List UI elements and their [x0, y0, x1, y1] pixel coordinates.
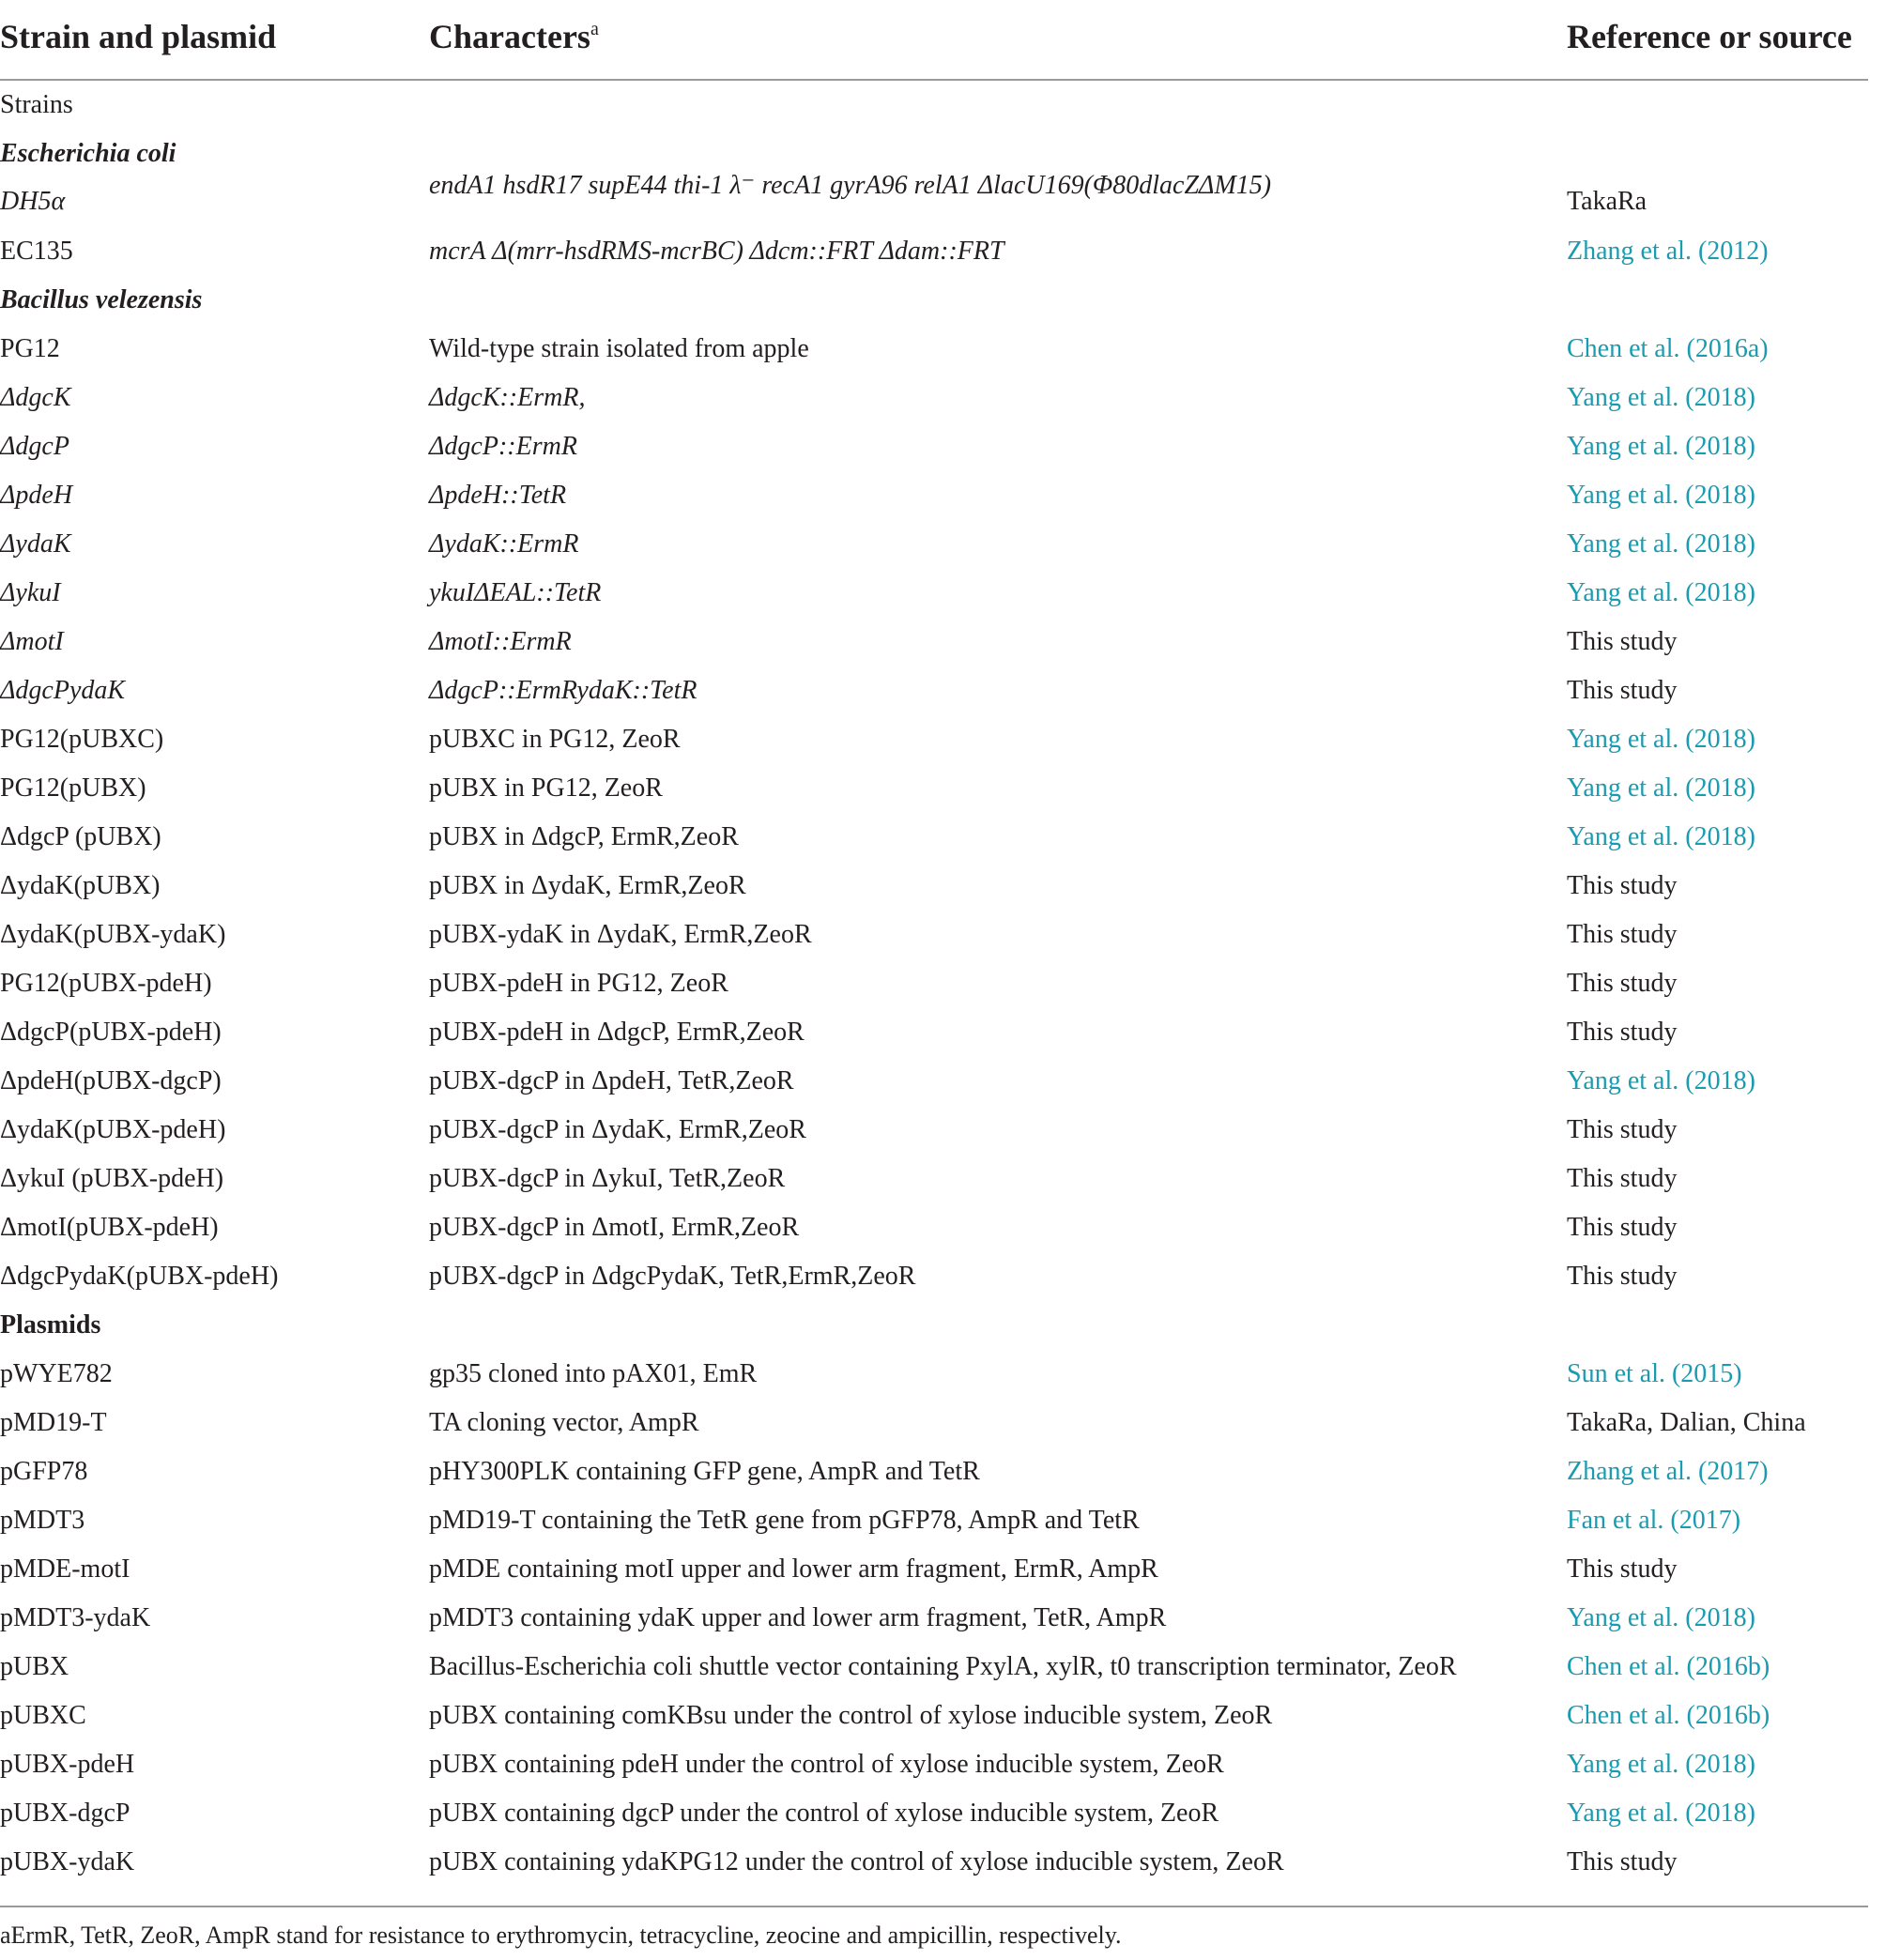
plasmid-name: pMDT3-ydaK	[0, 1603, 151, 1632]
strain-characters: Wild-type strain isolated from apple	[429, 334, 809, 363]
strain-name: ΔdgcP	[0, 432, 69, 461]
table-row	[0, 1545, 1868, 1594]
strain-characters: ΔdgcK::ErmR,	[429, 383, 586, 412]
strain-characters: pUBX-dgcP in ΔykuI, TetR,ZeoR	[429, 1164, 786, 1193]
strain-characters: pUBX-dgcP in ΔdgcPydaK, TetR,ErmR,ZeoR	[429, 1262, 916, 1291]
reference-link[interactable]: Chen et al. (2016b)	[1567, 1652, 1770, 1681]
strain-characters: ΔydaK::ErmR	[429, 529, 579, 559]
table-row	[0, 1350, 1868, 1399]
reference-link[interactable]: Yang et al. (2018)	[1567, 822, 1755, 851]
strain-name: PG12(pUBX-pdeH)	[0, 969, 212, 998]
plasmid-name: pGFP78	[0, 1457, 88, 1486]
strain-characters: pUBX in ΔdgcP, ErmR,ZeoR	[429, 822, 739, 851]
strain-name: ΔydaK(pUBX-pdeH)	[0, 1115, 226, 1144]
reference-link[interactable]: Yang et al. (2018)	[1567, 725, 1755, 754]
reference: This study	[1567, 1847, 1678, 1876]
strain-name: ΔdgcPydaK	[0, 676, 126, 705]
table-row	[0, 1594, 1868, 1643]
reference-link[interactable]: Fan et al. (2017)	[1567, 1506, 1741, 1535]
strain-name: ΔdgcP(pUBX-pdeH)	[0, 1018, 222, 1047]
section-label-strains: Strains	[0, 90, 73, 119]
table-row	[0, 911, 1868, 959]
table-row	[0, 715, 1868, 764]
reference: This study	[1567, 969, 1678, 998]
reference: This study	[1567, 1213, 1678, 1242]
table-row	[0, 1008, 1868, 1057]
table-row	[0, 813, 1868, 862]
strain-characters: pUBX-pdeH in PG12, ZeoR	[429, 969, 728, 998]
table-row	[0, 471, 1868, 520]
col-header-reference: Reference or source	[1567, 18, 1852, 55]
reference: This study	[1567, 1115, 1678, 1144]
plasmid-name: pMDE-motI	[0, 1554, 130, 1584]
table-row	[0, 666, 1868, 715]
strain-name: PG12(pUBXC)	[0, 725, 164, 754]
strain-name: ΔydaK	[0, 529, 71, 559]
reference-link[interactable]: Sun et al. (2015)	[1567, 1359, 1742, 1388]
table-row	[0, 618, 1868, 666]
plasmid-name: pUBX-ydaK	[0, 1847, 135, 1876]
strain-characters: pUBX in PG12, ZeoR	[429, 773, 663, 803]
plasmid-name: pUBX	[0, 1652, 69, 1681]
table-row	[0, 1496, 1868, 1545]
plasmid-characters: pHY300PLK containing GFP gene, AmpR and TetR	[429, 1457, 980, 1486]
reference-link[interactable]: Chen et al. (2016b)	[1567, 1701, 1770, 1730]
plasmid-characters: gp35 cloned into pAX01, EmR	[429, 1359, 758, 1388]
strain-name: PG12(pUBX)	[0, 773, 146, 803]
strain-name: DH5α	[0, 187, 66, 216]
table-row	[0, 374, 1868, 422]
strain-characters: endA1 hsdR17 supE44 thi-1 λ⁻ recA1 gyrA96 relA1 ΔlacU169(Φ80dlacZΔM15)	[429, 171, 1272, 200]
reference-link[interactable]: Yang et al. (2018)	[1567, 1603, 1755, 1632]
reference: This study	[1567, 676, 1678, 705]
table-row	[0, 862, 1868, 911]
section-label-bvelezensis: Bacillus velezensis	[0, 285, 203, 314]
reference-link[interactable]: Yang et al. (2018)	[1567, 773, 1755, 803]
reference: This study	[1567, 1018, 1678, 1047]
plasmid-characters: pMD19-T containing the TetR gene from pGFP78, AmpR and TetR	[429, 1506, 1140, 1535]
table-row	[0, 1740, 1868, 1789]
strain-characters: pUBX-dgcP in ΔydaK, ErmR,ZeoR	[429, 1115, 806, 1144]
reference: This study	[1567, 627, 1678, 656]
reference: TakaRa	[1567, 187, 1647, 216]
reference-link[interactable]: Yang et al. (2018)	[1567, 383, 1755, 412]
section-row	[0, 81, 1868, 130]
strain-name: ΔydaK(pUBX-ydaK)	[0, 920, 226, 949]
reference-link[interactable]: Yang et al. (2018)	[1567, 1066, 1755, 1095]
strain-characters: pUBX-dgcP in ΔpdeH, TetR,ZeoR	[429, 1066, 794, 1095]
table-row	[0, 569, 1868, 618]
reference-link[interactable]: Yang et al. (2018)	[1567, 529, 1755, 559]
plasmid-name: pWYE782	[0, 1359, 113, 1388]
plasmid-name: pMDT3	[0, 1506, 85, 1535]
table-row	[0, 1203, 1868, 1252]
plasmid-characters: pUBX containing dgcP under the control of xylose inducible system, ZeoR	[429, 1799, 1219, 1828]
section-row	[0, 276, 1868, 325]
section-label-plasmids: Plasmids	[0, 1310, 101, 1340]
strain-name: PG12	[0, 334, 60, 363]
reference-link[interactable]: Chen et al. (2016a)	[1567, 334, 1769, 363]
strain-name: ΔykuI	[0, 578, 61, 607]
reference: This study	[1567, 1164, 1678, 1193]
strain-name: ΔmotI	[0, 627, 64, 656]
plasmid-characters: pMDT3 containing ydaK upper and lower arm fragment, TetR, AmpR	[429, 1603, 1167, 1632]
table-row	[0, 1155, 1868, 1203]
table-row	[0, 227, 1868, 276]
plasmid-characters: pUBX containing comKBsu under the control of xylose inducible system, ZeoR	[429, 1701, 1273, 1730]
plasmid-characters: pUBX containing ydaKPG12 under the control of xylose inducible system, ZeoR	[429, 1847, 1284, 1876]
strain-name: ΔmotI(pUBX-pdeH)	[0, 1213, 219, 1242]
table-row	[0, 1692, 1868, 1740]
plasmid-characters: Bacillus-Escherichia coli shuttle vector containing PxylA, xylR, t0 transcription terminator, ZeoR	[429, 1652, 1457, 1681]
strain-characters: pUBX-pdeH in ΔdgcP, ErmR,ZeoR	[429, 1018, 805, 1047]
strain-characters: ΔmotI::ErmR	[429, 627, 572, 656]
strain-name: ΔydaK(pUBX)	[0, 871, 161, 900]
reference-link[interactable]: Yang et al. (2018)	[1567, 481, 1755, 510]
table-row	[0, 1643, 1868, 1692]
reference: This study	[1567, 920, 1678, 949]
reference: This study	[1567, 1554, 1678, 1584]
plasmid-characters: TA cloning vector, AmpR	[429, 1408, 699, 1437]
reference-link[interactable]: Yang et al. (2018)	[1567, 1799, 1755, 1828]
table-row	[0, 959, 1868, 1008]
table-row	[0, 1252, 1868, 1301]
table-row	[0, 422, 1868, 471]
reference-link[interactable]: Zhang et al. (2012)	[1567, 237, 1769, 266]
strain-characters: ΔdgcP::ErmR	[429, 432, 577, 461]
reference: This study	[1567, 1262, 1678, 1291]
table-row	[0, 1057, 1868, 1106]
strain-name: ΔdgcP (pUBX)	[0, 822, 161, 851]
plasmid-name: pUBX-dgcP	[0, 1799, 130, 1828]
plasmid-name: pMD19-T	[0, 1408, 107, 1437]
plasmid-characters: pUBX containing pdeH under the control of xylose inducible system, ZeoR	[429, 1750, 1224, 1779]
col-header-strain: Strain and plasmid	[0, 18, 277, 55]
plasmid-characters: pMDE containing motI upper and lower arm fragment, ErmR, AmpR	[429, 1554, 1158, 1584]
strain-name: ΔpdeH	[0, 481, 73, 510]
strain-name: EC135	[0, 237, 73, 266]
table-row	[0, 1838, 1868, 1887]
col-header-characters: Characters$^a$	[429, 18, 599, 55]
section-row	[0, 1301, 1868, 1350]
reference-link[interactable]: Zhang et al. (2017)	[1567, 1457, 1769, 1486]
plasmid-name: pUBXC	[0, 1701, 86, 1730]
strain-characters: pUBX-ydaK in ΔydaK, ErmR,ZeoR	[429, 920, 812, 949]
plasmid-name: pUBX-pdeH	[0, 1750, 135, 1779]
strain-characters: pUBXC in PG12, ZeoR	[429, 725, 681, 754]
table-footnote: aErmR, TetR, ZeoR, AmpR stand for resistance to erythromycin, tetracycline, zeocine and ampicillin, respectively.	[0, 1922, 1122, 1949]
strain-name: ΔpdeH(pUBX-dgcP)	[0, 1066, 222, 1095]
strain-characters: ΔpdeH::TetR	[429, 481, 567, 510]
reference: TakaRa, Dalian, China	[1567, 1408, 1806, 1437]
reference-link[interactable]: Yang et al. (2018)	[1567, 432, 1755, 461]
table-row	[0, 520, 1868, 569]
header-footnote-mark: a	[590, 19, 599, 39]
strain-characters: ΔdgcP::ErmRydaK::TetR	[429, 676, 697, 705]
strain-characters: ykuIΔEAL::TetR	[429, 578, 602, 607]
footer-rule	[0, 1906, 1868, 1907]
table-row	[0, 1399, 1868, 1447]
table-row	[0, 1447, 1868, 1496]
section-label-ecoli: Escherichia coli	[0, 139, 176, 168]
reference: This study	[1567, 871, 1678, 900]
reference-link[interactable]: Yang et al. (2018)	[1567, 1750, 1755, 1779]
table-row	[0, 1106, 1868, 1155]
table-row	[0, 325, 1868, 374]
strain-characters: mcrA Δ(mrr-hsdRMS-mcrBC) Δdcm::FRT Δdam::FRT	[429, 237, 1004, 266]
strain-name: ΔdgcPydaK(pUBX-pdeH)	[0, 1262, 279, 1291]
reference-link[interactable]: Yang et al. (2018)	[1567, 578, 1755, 607]
strain-name: ΔykuI (pUBX-pdeH)	[0, 1164, 224, 1193]
table-row	[0, 764, 1868, 813]
strain-name: ΔdgcK	[0, 383, 71, 412]
table-row	[0, 1789, 1868, 1838]
strain-characters: pUBX-dgcP in ΔmotI, ErmR,ZeoR	[429, 1213, 800, 1242]
strain-characters: pUBX in ΔydaK, ErmR,ZeoR	[429, 871, 746, 900]
